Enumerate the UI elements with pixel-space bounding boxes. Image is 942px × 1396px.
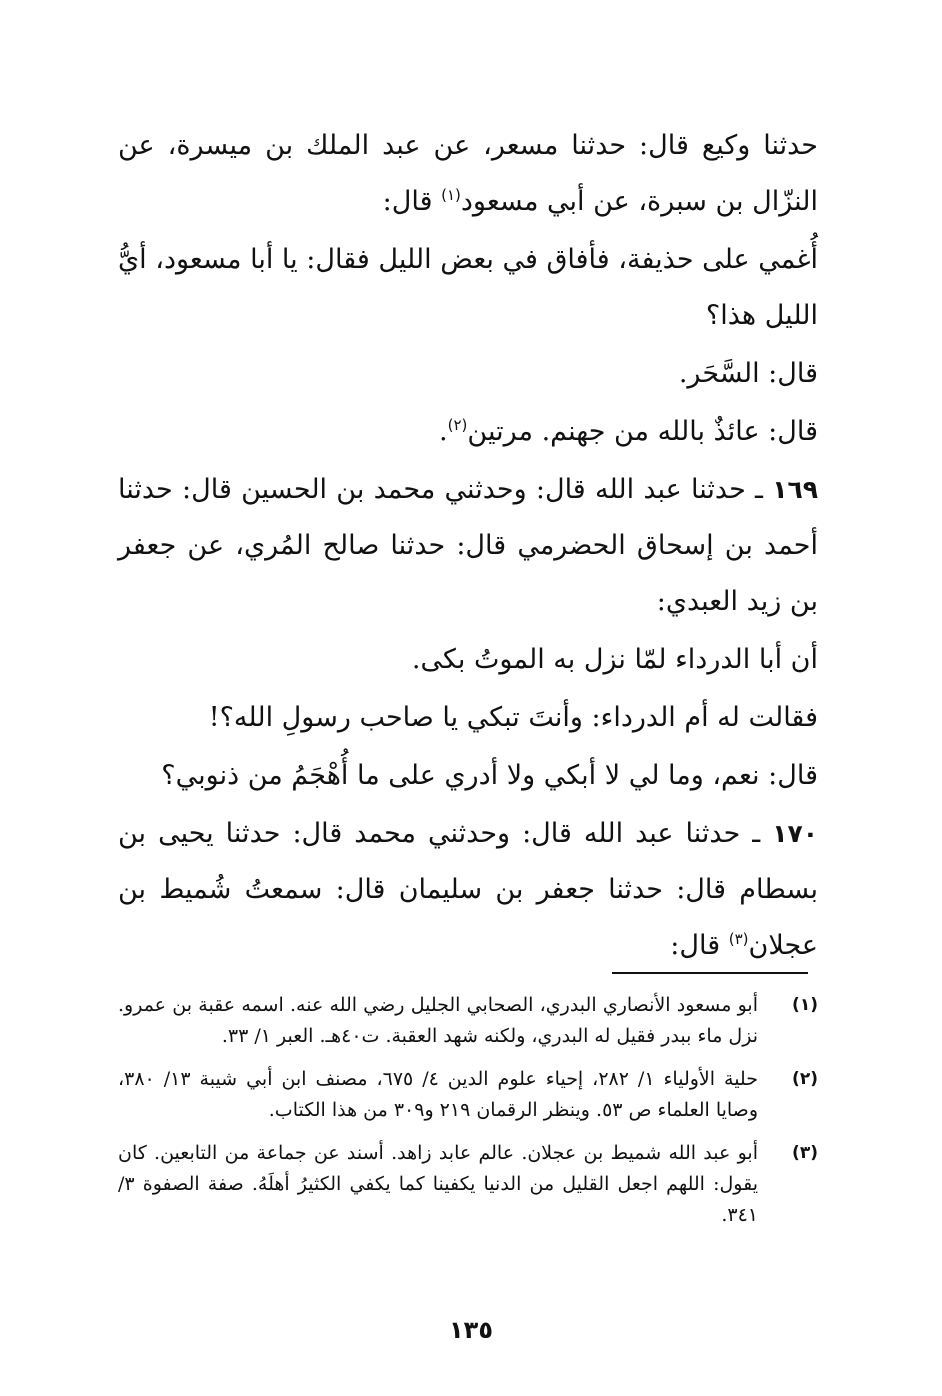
paragraph-sahar: قال: السَّحَر. xyxy=(678,358,818,389)
footnote-2 xyxy=(118,1064,818,1126)
narration-number-170: ١٧٠ xyxy=(772,819,818,848)
footnote-ref-1[interactable]: (١) xyxy=(441,186,461,204)
paragraph-abu-darda: أن أبا الدرداء لمّا نزل به الموتُ بكى. xyxy=(411,644,818,675)
footnote-3 xyxy=(118,1138,818,1231)
paragraph-umm-darda: فقالت له أم الدرداء: وأنتَ تبكي يا صاحب رسولِ الله؟! xyxy=(208,702,818,733)
paragraph-aidh: قال: عائذٌ بالله من جهنم. مرتين$^{(٢)}$. xyxy=(439,416,818,447)
paragraph-170: ١٧٠ ـ حدثنا عبد الله قال: وحدثني محمد قال: حدثنا يحيى بن بسطام قال: حدثنا جعفر بن سليمان قال: سمعتُ شُميط بن عجلان$^{(٣)}$ قال: xyxy=(118,818,818,961)
footnote-text: أبو عبد الله شميط بن عجلان. عالم عابد زاهد. أسند عن جماعة من التابعين. كان يقول: اللهم اجعل القليل من الدنيا يكفينا كما يكفي الكثيرُ أهلَهُ. صفة الصفوة ٣/ ٣٤١. xyxy=(118,1142,758,1226)
paragraph-hudhayfa: أُغمي على حذيفة، فأفاق في بعض الليل فقال: يا أبا مسعود، أيُّ الليل هذا؟ xyxy=(118,244,818,331)
footnote-mark: (١) xyxy=(792,995,818,1015)
footnotes xyxy=(118,990,818,1243)
footnote-mark: (٣) xyxy=(792,1143,818,1163)
paragraph-isnad-1: حدثنا وكيع قال: حدثنا مسعر، عن عبد الملك بن ميسرة، عن النزّال بن سبرة، عن أبي مسعود$^{(١)}$ قال: xyxy=(118,130,818,217)
main-text xyxy=(118,118,818,974)
footnote-text: حلية الأولياء ١/ ٢٨٢، إحياء علوم الدين ٤/ ٦٧٥، مصنف ابن أبي شيبة ١٣/ ٣٨٠، وصايا العلماء ص ٥٣. وينظر الرقمان ٢١٩ و٣٠٩ من هذا الكتاب. xyxy=(118,1068,758,1121)
footnote-divider xyxy=(612,972,808,974)
paragraph-169: ١٦٩ ـ حدثنا عبد الله قال: وحدثني محمد بن الحسين قال: حدثنا أحمد بن إسحاق الحضرمي قال: حدثنا صالح المُري، عن جعفر بن زيد العبدي: xyxy=(118,474,818,617)
paragraph-dhunubi: قال: نعم، وما لي لا أبكي ولا أدري على ما أُهْجَمُ من ذنوبي؟ xyxy=(161,760,818,791)
footnote-mark: (٢) xyxy=(792,1069,818,1089)
footnote-1 xyxy=(118,990,818,1052)
footnote-ref-3[interactable]: (٣) xyxy=(728,930,749,948)
footnote-ref-2[interactable]: (٢) xyxy=(447,416,468,434)
narration-number-169: ١٦٩ xyxy=(772,475,818,504)
footnote-text: أبو مسعود الأنصاري البدري، الصحابي الجليل رضي الله عنه. اسمه عقبة بن عمرو. نزل ماء ببدر فقيل له البدري، ولكنه شهد العقبة. ت٤٠هـ. العبر ١/ ٣٣. xyxy=(118,994,758,1047)
page-number: ١٣٥ xyxy=(449,1316,493,1344)
